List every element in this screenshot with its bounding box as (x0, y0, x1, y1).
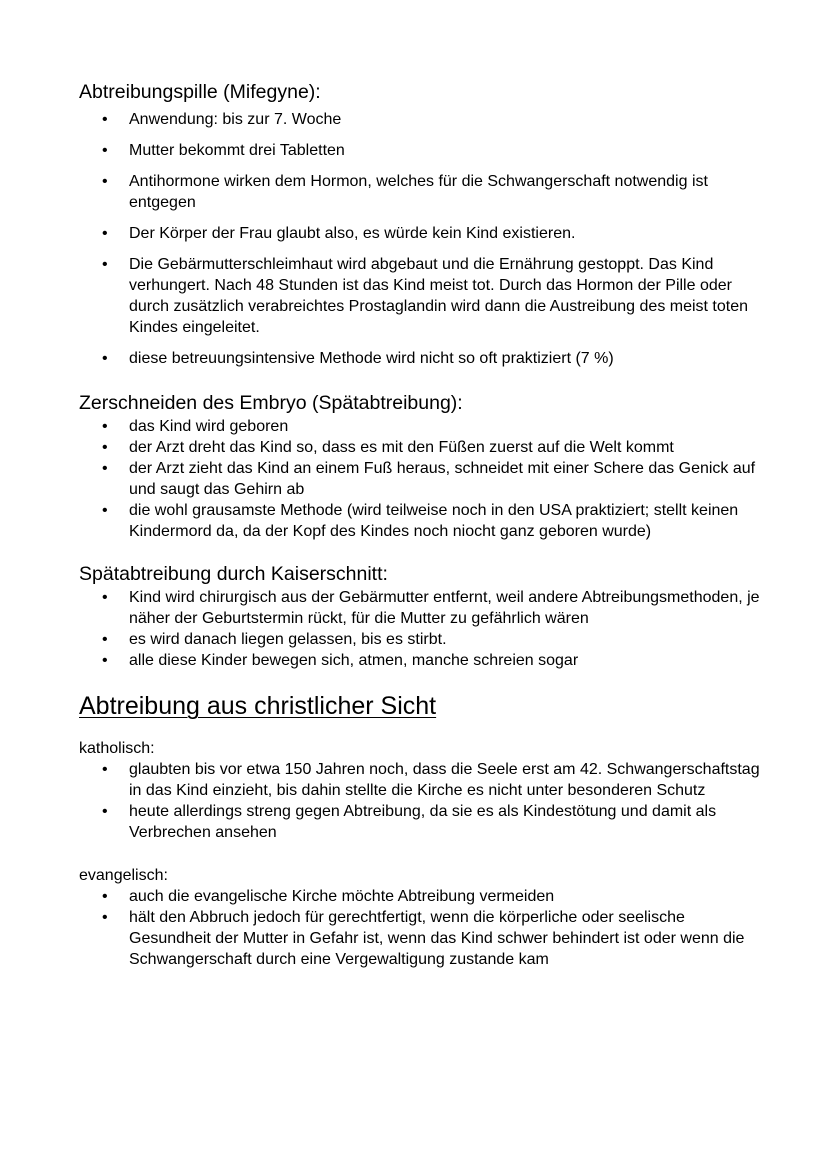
list-item: • Antihormone wirken dem Hormon, welches für die Schwangerschaft notwendig ist entgegen (102, 173, 708, 211)
bullet-icon: • (102, 418, 108, 435)
bullet-icon: • (102, 888, 108, 905)
bullet-icon: • (102, 460, 108, 477)
kaiserschnitt-list (79, 587, 768, 671)
protestant-list (79, 886, 768, 970)
list-item: • Kind wird chirurgisch aus der Gebärmutter entfernt, weil andere Abtreibungsmethoden, je näher der Geburtstermin rückt, für die Mutter zu gefährlich wären (102, 589, 760, 627)
bullet-icon: • (102, 631, 108, 648)
bullet-icon: • (102, 256, 108, 273)
bullet-icon: • (102, 652, 108, 669)
list-item: • auch die evangelische Kirche möchte Abtreibung vermeiden (102, 888, 555, 905)
bullet-icon: • (102, 589, 108, 606)
list-item: • Mutter bekommt drei Tabletten (102, 142, 345, 159)
bullet-icon: • (102, 111, 108, 128)
list-item: • das Kind wird geboren (102, 418, 289, 435)
bullet-icon: • (102, 142, 108, 159)
catholic-list (79, 759, 768, 843)
bullet-icon: • (102, 439, 108, 456)
list-item: • hält den Abbruch jedoch für gerechtfertigt, wenn die körperliche oder seelische Gesundheit der Mutter in Gefahr ist, wenn das Kind schwer behindert ist oder wenn die Schwangerschaft durch eine Vergewaltigung zustande kam (102, 909, 745, 968)
list-item: • heute allerdings streng gegen Abtreibung, da sie es als Kindestötung und damit als Verbrechen ansehen (102, 803, 717, 841)
list-item: • Anwendung: bis zur 7. Woche (102, 111, 342, 128)
list-item: • diese betreuungsintensive Methode wird nicht so oft praktiziert (7 %) (102, 350, 614, 367)
christian-view-title: Abtreibung aus christlicher Sicht (79, 692, 437, 720)
zerschneiden-list (79, 416, 768, 542)
bullet-icon: • (102, 909, 108, 926)
list-item: • alle diese Kinder bewegen sich, atmen, manche schreien sogar (102, 652, 579, 669)
bullet-icon: • (102, 803, 108, 820)
abtreibungspille-list (79, 109, 768, 369)
list-item: • es wird danach liegen gelassen, bis es stirbt. (102, 631, 447, 648)
list-item: • Der Körper der Frau glaubt also, es würde kein Kind existieren. (102, 225, 576, 242)
list-item: • der Arzt dreht das Kind so, dass es mit den Füßen zuerst auf die Welt kommt (102, 439, 674, 456)
bullet-icon: • (102, 350, 108, 367)
list-item: • der Arzt zieht das Kind an einem Fuß heraus, schneidet mit einer Schere das Genick auf und saugt das Gehirn ab (102, 460, 756, 498)
list-item: • die wohl grausamste Methode (wird teilweise noch in den USA praktiziert; stellt keinen Kindermord da, da der Kopf des Kindes noch niocht ganz geboren wurde) (102, 502, 739, 540)
section-heading-zerschneiden: Zerschneiden des Embryo (Spätabtreibung): (79, 392, 463, 414)
section-heading-abtreibungspille: Abtreibungspille (Mifegyne): (79, 81, 321, 103)
protestant-label: evangelisch: (79, 867, 168, 884)
list-item: • Die Gebärmutterschleimhaut wird abgebaut und die Ernährung gestoppt. Das Kind verhungert. Nach 48 Stunden ist das Kind meist tot. Durch das Hormon der Pille oder durch zusätzlich verabreichtes Prostaglandin wird dann die Austreibung des meist toten Kindes eingeleitet. (102, 256, 749, 336)
bullet-icon: • (102, 502, 108, 519)
bullet-icon: • (102, 225, 108, 242)
bullet-icon: • (102, 173, 108, 190)
catholic-label: katholisch: (79, 740, 155, 757)
section-heading-kaiserschnitt: Spätabtreibung durch Kaiserschnitt: (79, 563, 388, 585)
bullet-icon: • (102, 761, 108, 778)
list-item: • glaubten bis vor etwa 150 Jahren noch, dass die Seele erst am 42. Schwangerschaftstag in das Kind einzieht, bis dahin stellte die Kirche es nicht unter besonderen Schutz (102, 761, 760, 799)
